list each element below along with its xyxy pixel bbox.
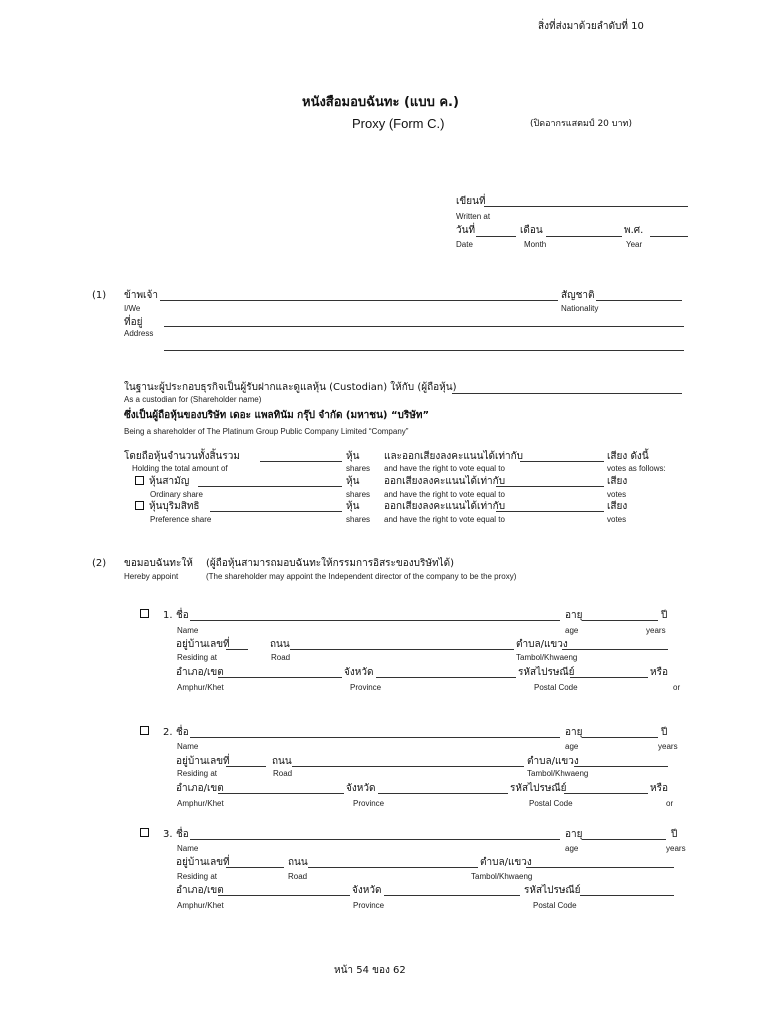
preference-share-checkbox[interactable] [135, 501, 144, 510]
preference-shares-unit-en: shares [346, 515, 371, 524]
proxy-1-house-field[interactable] [226, 649, 248, 650]
holding-total-field[interactable] [260, 461, 342, 462]
proxy-2-years-label-th: ปี [661, 727, 668, 738]
nationality-label-en: Nationality [561, 304, 599, 313]
shareholder-of-th: ซึ่งเป็นผู้ถือหุ้นของบริษัท เดอะ แพลทินัม กรุ๊ป จำกัด (มหาชน) “บริษัท” [124, 410, 430, 421]
appoint-label-th: ขอมอบฉันทะให้ [124, 558, 193, 569]
ordinary-share-label-th: หุ้นสามัญ [149, 476, 190, 487]
proxy-2-postal-label-en: Postal Code [529, 799, 573, 808]
proxy-2-province-label-th: จังหวัด [346, 783, 376, 794]
proxy-2-or-label-en: or [666, 799, 674, 808]
preference-share-field[interactable] [210, 511, 342, 512]
date-label-th: วันที่ [456, 225, 476, 236]
vote-label-en: and have the right to vote equal to [384, 464, 505, 473]
ordinary-vote-field[interactable] [496, 486, 604, 487]
stamp-duty-note: (ปิดอากรแสตมป์ 20 บาท) [530, 119, 632, 129]
proxy-3-checkbox[interactable] [140, 828, 149, 837]
proxy-3-tambol-label-en: Tambol/Khwaeng [471, 872, 533, 881]
proxy-1-amphur-field[interactable] [218, 677, 342, 678]
proxy-3-residing-label-en: Residing at [177, 872, 218, 881]
address-label-th: ที่อยู่ [124, 317, 143, 328]
proxy-3-postal-label-en: Postal Code [533, 901, 577, 910]
month-label-th: เดือน [520, 225, 543, 236]
proxy-1-number: 1. [163, 610, 173, 621]
preference-vote-field[interactable] [496, 511, 604, 512]
proxy-2-residing-label-th: อยู่บ้านเลขที่ [176, 756, 230, 767]
proxy-1-amphur-label-th: อำเภอ/เขต [176, 667, 224, 678]
proxy-1-residing-label-th: อยู่บ้านเลขที่ [176, 639, 230, 650]
proxy-1-postal-field[interactable] [570, 677, 648, 678]
proxy-1-tambol-label-en: Tambol/Khwaeng [516, 653, 578, 662]
date-label-en: Date [456, 240, 473, 249]
shares-label-th: หุ้น [346, 451, 360, 462]
proxy-3-house-field[interactable] [226, 867, 284, 868]
written-at-label-en: Written at [456, 212, 491, 221]
ordinary-share-field[interactable] [198, 486, 342, 487]
preference-shares-unit-th: หุ้น [346, 501, 360, 512]
proxy-1-name-label-en: Name [177, 626, 199, 635]
proxy-3-number: 3. [163, 829, 173, 840]
year-field[interactable] [650, 236, 688, 237]
custodian-label-th: ในฐานะผู้ประกอบธุรกิจเป็นผู้รับฝากและดูแลหุ้น (Custodian) ให้กับ (ผู้ถือหุ้น) [124, 382, 457, 393]
preference-votes-unit-en: votes [607, 515, 627, 524]
proxy-1-name-label-th: ชื่อ [176, 610, 189, 621]
iwe-label-th: ข้าพเจ้า [124, 290, 158, 301]
proxy-3-age-label-en: age [565, 844, 579, 853]
proxy-3-road-field[interactable] [308, 867, 478, 868]
preference-vote-label-th: ออกเสียงลงคะแนนได้เท่ากับ [384, 501, 506, 512]
proxy-3-age-label-th: อายุ [565, 829, 583, 840]
page-number: หน้า 54 ของ 62 [334, 965, 406, 976]
proxy-1-tambol-label-th: ตำบล/แขวง [516, 639, 568, 650]
proxy-2-name-label-en: Name [177, 742, 199, 751]
proxy-1-province-label-th: จังหวัด [344, 667, 374, 678]
nationality-field[interactable] [596, 300, 682, 301]
proxy-2-road-label-en: Road [273, 769, 293, 778]
ordinary-shares-unit-th: หุ้น [346, 476, 360, 487]
proxy-2-name-field[interactable] [190, 737, 560, 738]
custodian-field[interactable] [452, 393, 682, 394]
proxy-1-postal-label-en: Postal Code [534, 683, 578, 692]
iwe-label-en: I/We [124, 304, 141, 313]
iwe-field[interactable] [160, 300, 558, 301]
year-label-en: Year [626, 240, 643, 249]
ordinary-votes-unit-th: เสียง [607, 476, 628, 487]
proxy-3-amphur-label-th: อำเภอ/เขต [176, 885, 224, 896]
proxy-1-name-field[interactable] [190, 620, 560, 621]
proxy-2-name-label-th: ชื่อ [176, 727, 189, 738]
preference-vote-label-en: and have the right to vote equal to [384, 515, 505, 524]
proxy-1-age-label-en: age [565, 626, 579, 635]
proxy-2-tambol-label-en: Tambol/Khwaeng [527, 769, 589, 778]
proxy-1-age-field[interactable] [582, 620, 658, 621]
proxy-1-postal-label-th: รหัสไปรษณีย์ [518, 667, 575, 678]
proxy-2-amphur-label-en: Amphur/Khet [177, 799, 224, 808]
address-field-1[interactable] [164, 326, 684, 327]
year-label-th: พ.ศ. [624, 225, 644, 236]
proxy-1-province-label-en: Province [350, 683, 382, 692]
nationality-label-th: สัญชาติ [561, 290, 595, 301]
proxy-3-road-label-en: Road [288, 872, 308, 881]
proxy-3-postal-label-th: รหัสไปรษณีย์ [524, 885, 581, 896]
proxy-2-province-field[interactable] [378, 793, 508, 794]
written-at-label-th: เขียนที่ [456, 196, 486, 207]
proxy-3-name-field[interactable] [190, 839, 560, 840]
appoint-note-th: (ผู้ถือหุ้นสามารถมอบฉันทะให้กรรมการอิสระของบริษัทได้) [206, 558, 454, 569]
proxy-3-tambol-field[interactable] [526, 867, 674, 868]
proxy-2-tambol-field[interactable] [574, 766, 668, 767]
appoint-label-en: Hereby appoint [124, 572, 179, 581]
preference-share-label-th: หุ้นบุริมสิทธิ [149, 501, 200, 512]
votes-as-follows-th: เสียง ดังนี้ [607, 451, 649, 462]
proxy-2-age-label-th: อายุ [565, 727, 583, 738]
ordinary-vote-label-th: ออกเสียงลงคะแนนได้เท่ากับ [384, 476, 506, 487]
proxy-3-amphur-field[interactable] [218, 895, 350, 896]
proxy-1-age-label-th: อายุ [565, 610, 583, 621]
proxy-3-years-label-th: ปี [671, 829, 678, 840]
address-field-2[interactable] [164, 350, 684, 351]
proxy-1-road-label-en: Road [271, 653, 291, 662]
proxy-1-province-field[interactable] [376, 677, 516, 678]
proxy-2-house-field[interactable] [226, 766, 266, 767]
proxy-1-years-label-en: years [646, 626, 666, 635]
proxy-2-age-label-en: age [565, 742, 579, 751]
proxy-3-name-label-en: Name [177, 844, 199, 853]
shares-label-en: shares [346, 464, 371, 473]
section-1-number: (1) [92, 290, 107, 301]
proxy-3-road-label-th: ถนน [288, 857, 308, 868]
proxy-3-province-label-en: Province [353, 901, 385, 910]
proxy-2-postal-label-th: รหัสไปรษณีย์ [510, 783, 567, 794]
proxy-2-postal-field[interactable] [564, 793, 648, 794]
proxy-3-province-field[interactable] [384, 895, 520, 896]
proxy-1-or-label-en: or [673, 683, 681, 692]
proxy-3-tambol-label-th: ตำบล/แขวง [480, 857, 532, 868]
ordinary-shares-unit-en: shares [346, 490, 371, 499]
proxy-2-amphur-field[interactable] [218, 793, 344, 794]
proxy-1-or-label-th: หรือ [650, 667, 668, 678]
month-field[interactable] [546, 236, 622, 237]
custodian-label-en: As a custodian for (Shareholder name) [124, 395, 262, 404]
proxy-2-residing-label-en: Residing at [177, 769, 218, 778]
preference-votes-unit-th: เสียง [607, 501, 628, 512]
proxy-1-checkbox[interactable] [140, 609, 149, 618]
holding-label-en: Holding the total amount of [132, 464, 228, 473]
proxy-2-checkbox[interactable] [140, 726, 149, 735]
appoint-note-en: (The shareholder may appoint the Independent director of the company to be the proxy) [206, 572, 517, 581]
date-field[interactable] [476, 236, 516, 237]
proxy-2-years-label-en: years [658, 742, 678, 751]
ordinary-vote-label-en: and have the right to vote equal to [384, 490, 505, 499]
attachment-note: สิ่งที่ส่งมาด้วยลำดับที่ 10 [538, 21, 644, 32]
shareholder-of-en: Being a shareholder of The Platinum Group Public Company Limited “Company” [124, 427, 409, 436]
proxy-2-road-label-th: ถนน [272, 756, 292, 767]
proxy-3-name-label-th: ชื่อ [176, 829, 189, 840]
proxy-2-province-label-en: Province [353, 799, 385, 808]
vote-label-th: และออกเสียงลงคะแนนได้เท่ากับ [384, 451, 524, 462]
proxy-2-or-label-th: หรือ [650, 783, 668, 794]
proxy-2-age-field[interactable] [582, 737, 658, 738]
ordinary-share-label-en: Ordinary share [150, 490, 203, 499]
proxy-1-years-label-th: ปี [661, 610, 668, 621]
form-title-thai: หนังสือมอบฉันทะ (แบบ ค.) [302, 95, 459, 110]
proxy-1-residing-label-en: Residing at [177, 653, 218, 662]
address-label-en: Address [124, 329, 154, 338]
proxy-2-tambol-label-th: ตำบล/แขวง [527, 756, 579, 767]
proxy-3-age-field[interactable] [582, 839, 666, 840]
proxy-2-road-field[interactable] [292, 766, 524, 767]
ordinary-votes-unit-en: votes [607, 490, 627, 499]
proxy-3-province-label-th: จังหวัด [352, 885, 382, 896]
form-title-english: Proxy (Form C.) [352, 116, 445, 131]
proxy-1-road-field[interactable] [290, 649, 514, 650]
preference-share-label-en: Preference share [150, 515, 212, 524]
month-label-en: Month [524, 240, 547, 249]
proxy-3-residing-label-th: อยู่บ้านเลขที่ [176, 857, 230, 868]
proxy-3-postal-field[interactable] [580, 895, 674, 896]
ordinary-share-checkbox[interactable] [135, 476, 144, 485]
proxy-2-amphur-label-th: อำเภอ/เขต [176, 783, 224, 794]
holding-label-th: โดยถือหุ้นจำนวนทั้งสิ้นรวม [124, 451, 240, 462]
proxy-2-number: 2. [163, 727, 173, 738]
votes-as-follows-en: votes as follows: [607, 464, 666, 473]
proxy-1-amphur-label-en: Amphur/Khet [177, 683, 224, 692]
proxy-3-amphur-label-en: Amphur/Khet [177, 901, 224, 910]
proxy-1-tambol-field[interactable] [562, 649, 668, 650]
proxy-3-years-label-en: years [666, 844, 686, 853]
vote-total-field[interactable] [520, 461, 604, 462]
written-at-field[interactable] [484, 206, 688, 207]
section-2-number: (2) [92, 558, 107, 569]
proxy-1-road-label-th: ถนน [270, 639, 290, 650]
